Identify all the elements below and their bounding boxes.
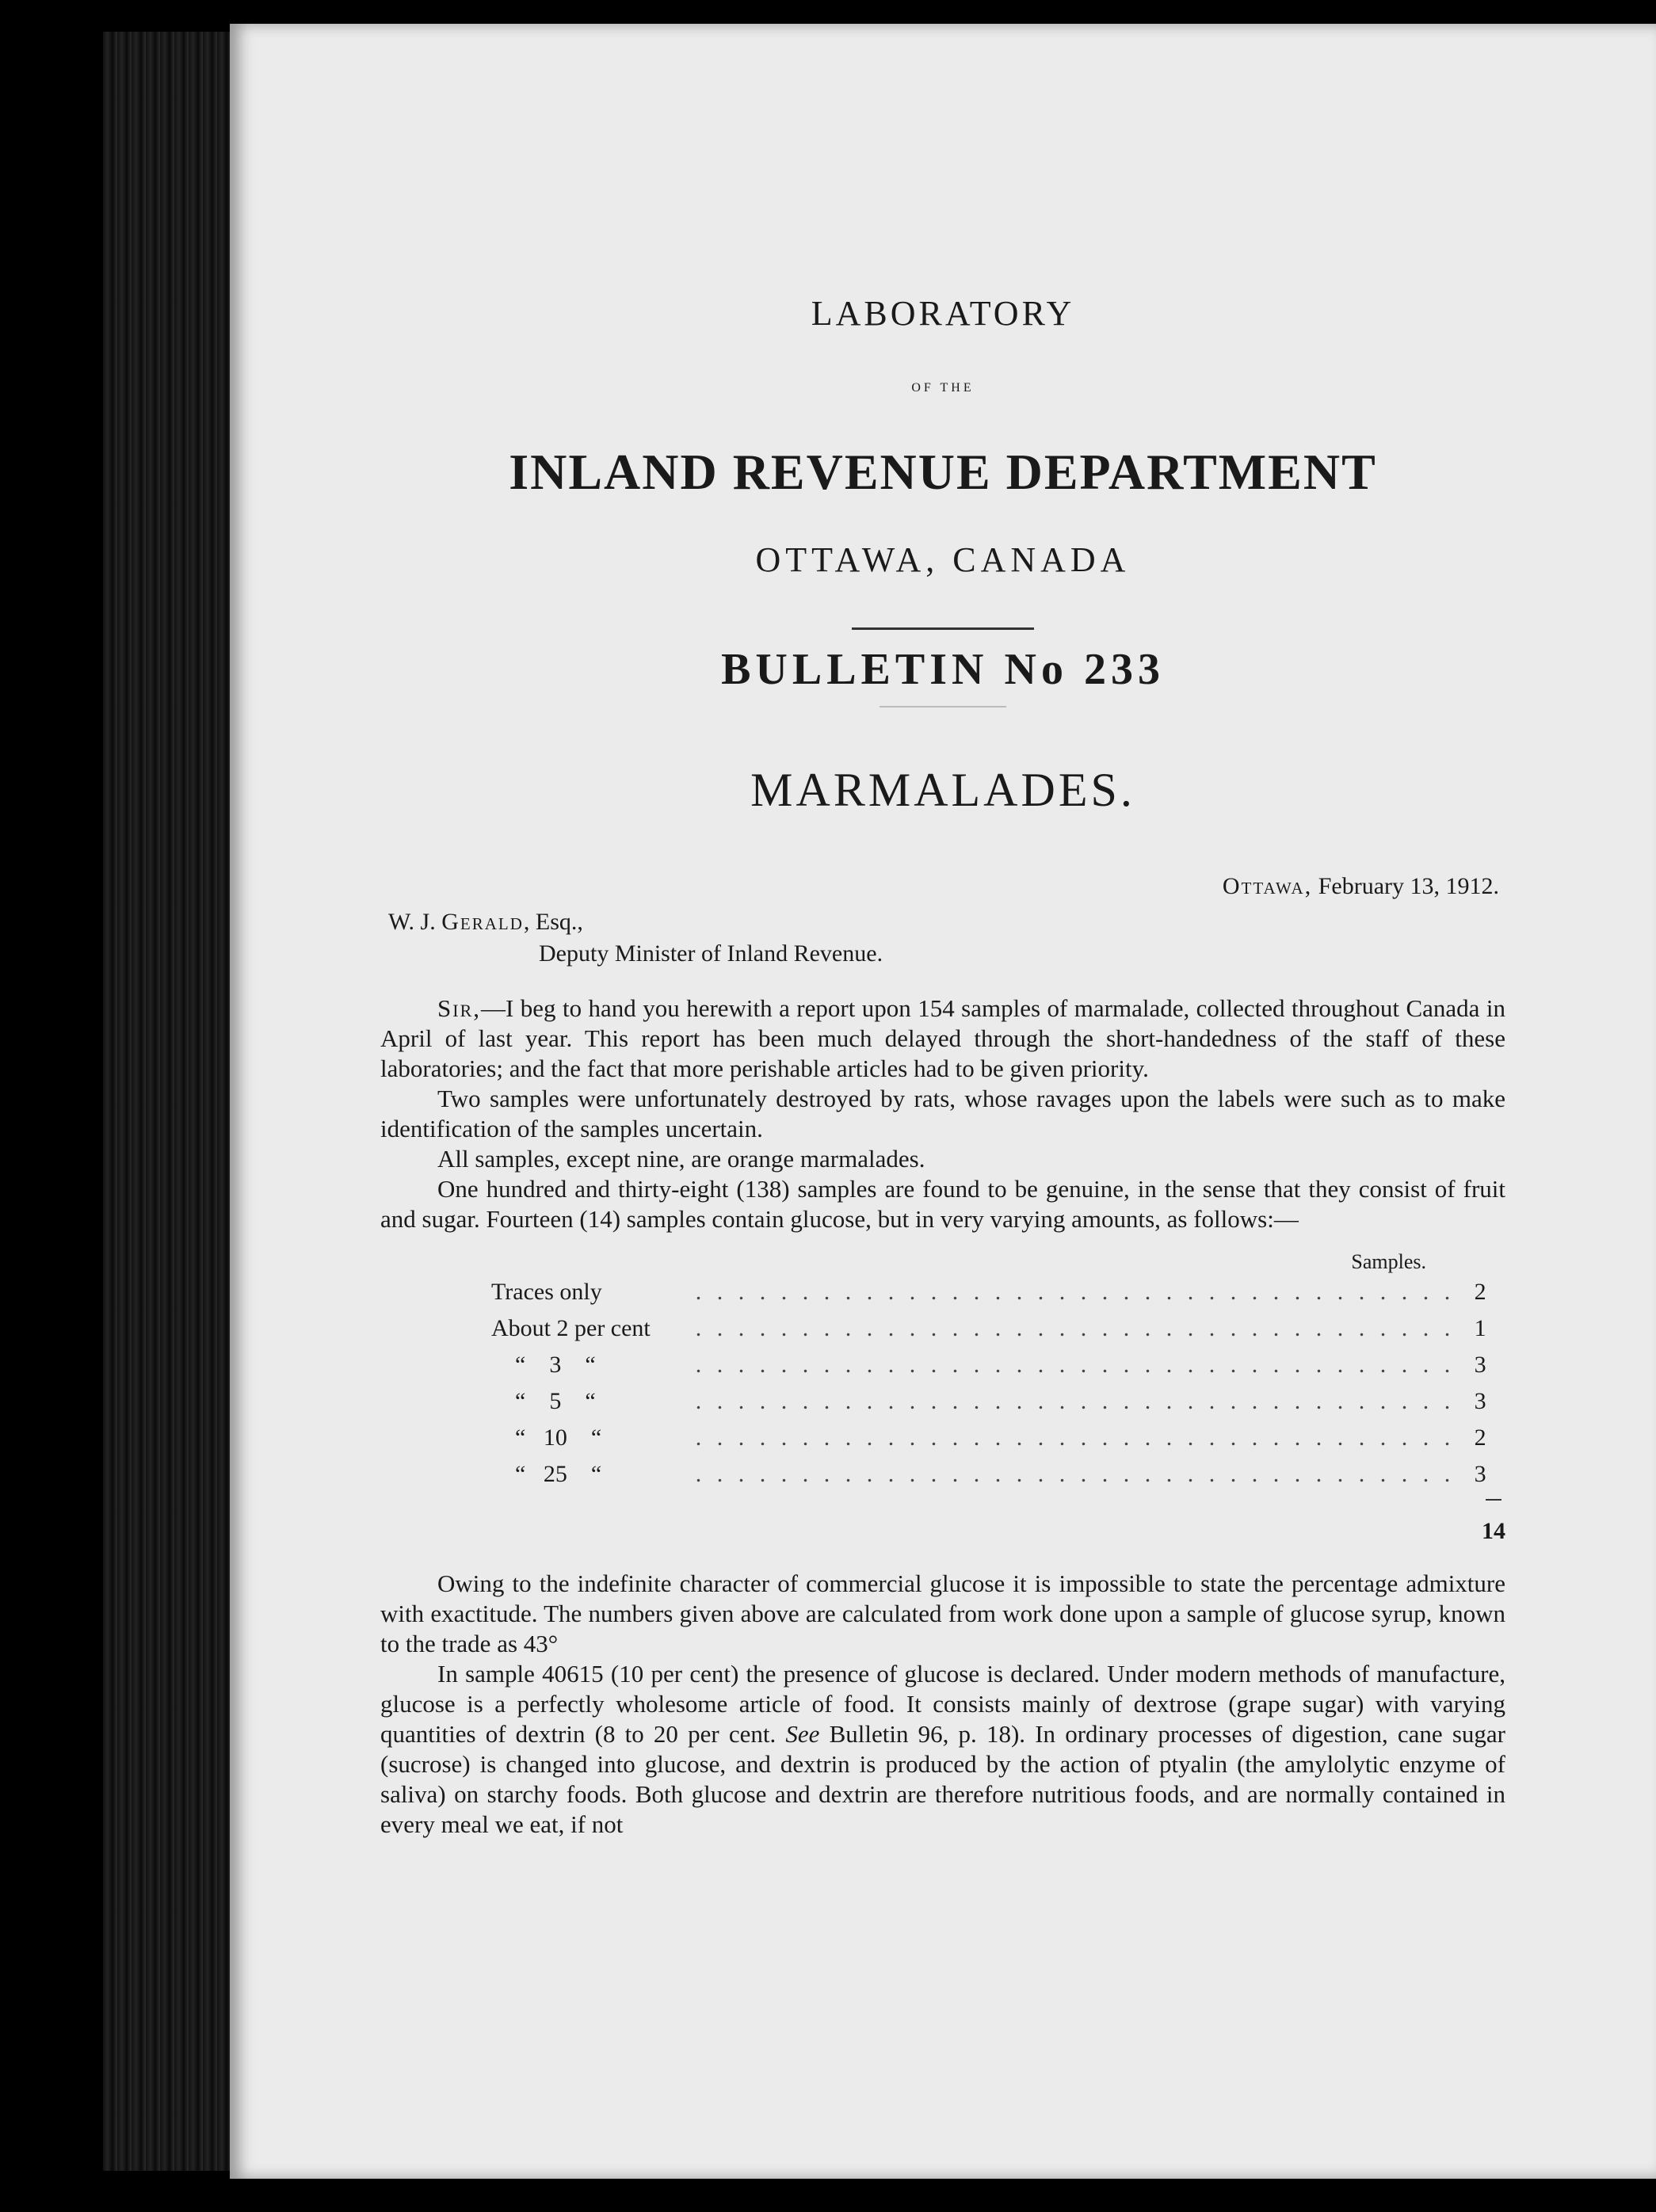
paragraph-6-text-a: In sample 40615 (10 per cent) the presence of glucose is declared. Under modern methods of manufacture, glucose is a perfectly wholesome article of food. It consists mainly of dextrose (grape sugar) with varying quantities of dextrin (8 to 20 per cent. <box>380 1660 1505 1748</box>
page-title: MARMALADES. <box>750 764 1135 816</box>
divider-rule-faint <box>880 706 1006 707</box>
table-header: Samples. <box>1351 1250 1426 1273</box>
table-row <box>491 1456 1505 1493</box>
addressee-surname: Gerald <box>441 909 524 935</box>
heading-laboratory: LABORATORY <box>811 294 1075 333</box>
paragraph-3: All samples, except nine, are orange marmalades. <box>437 1145 925 1173</box>
row-label: Traces only <box>491 1279 602 1305</box>
see-reference: See <box>785 1720 820 1748</box>
leader-dots: . . . . . . . . . . . . . . . . . . . . . . . . . . . . . . . . . . . . <box>695 1388 1456 1414</box>
row-value: 3 <box>1474 1352 1486 1378</box>
table-total: 14 <box>1482 1518 1505 1544</box>
paragraph-4: One hundred and thirty-eight (138) samples are found to be genuine, in the sense that they consist of fruit and sugar. Fourteen (14) samples contain glucose, but in very varying amounts, as follows:— <box>380 1175 1505 1233</box>
row-label: About 2 per cent <box>491 1315 651 1341</box>
row-value: 1 <box>1474 1315 1486 1341</box>
row-label: “ 10 “ <box>491 1424 602 1451</box>
table-row <box>491 1383 1505 1420</box>
total-rule <box>1486 1499 1501 1501</box>
samples-table <box>491 1274 1505 1493</box>
leader-dots: . . . . . . . . . . . . . . . . . . . . . . . . . . . . . . . . . . . . <box>695 1461 1456 1487</box>
heading-city: OTTAWA, CANADA <box>755 540 1131 579</box>
addressee-title: Deputy Minister of Inland Revenue. <box>539 940 883 967</box>
paragraph-1-text: —I beg to hand you herewith a report upon 154 samples of marmalade, collected throughout Canada in April of last year. This report has been much delayed through the short-handedness of the staff of these laboratories; and the fact that more perishable articles had to be given priority. <box>380 994 1505 1082</box>
leader-dots: . . . . . . . . . . . . . . . . . . . . . . . . . . . . . . . . . . . . <box>695 1279 1456 1305</box>
table-row <box>491 1274 1505 1310</box>
addressee-name <box>388 906 1505 938</box>
bulletin-number: BULLETIN No 233 <box>721 645 1165 694</box>
row-label: “ 5 “ <box>491 1388 596 1414</box>
row-value: 2 <box>1474 1424 1486 1451</box>
addressee-name-prefix: W. J. <box>388 909 442 935</box>
table-row <box>491 1420 1505 1456</box>
divider-rule <box>852 627 1034 630</box>
dateline-date: February 13, 1912. <box>1318 873 1499 899</box>
row-value: 3 <box>1474 1388 1486 1414</box>
addressee-block <box>380 906 1505 970</box>
table-row <box>491 1310 1505 1347</box>
page-content <box>380 261 1505 1840</box>
row-value: 3 <box>1474 1461 1486 1487</box>
leader-dots: . . . . . . . . . . . . . . . . . . . . . . . . . . . . . . . . . . . . <box>695 1424 1456 1451</box>
table-row <box>491 1347 1505 1383</box>
row-label: “ 3 “ <box>491 1352 596 1378</box>
leader-dots: . . . . . . . . . . . . . . . . . . . . . . . . . . . . . . . . . . . . <box>695 1315 1456 1341</box>
letter-body <box>380 993 1505 1234</box>
paragraph-5: Owing to the indefinite character of commercial glucose it is impossible to state the percentage admixture with exactitude. The numbers given above are calculated from work done upon a sample of glucose syrup, known to the trade as 43° <box>380 1569 1505 1657</box>
paragraph-2: Two samples were unfortunately destroyed by rats, whose ravages upon the labels were such as to make identification of the samples uncertain. <box>380 1085 1505 1142</box>
dateline-place: Ottawa, <box>1222 873 1313 899</box>
paragraph-1 <box>380 993 1505 1084</box>
addressee-name-suffix: , Esq., <box>523 909 583 935</box>
continuation-body <box>380 1569 1505 1840</box>
heading-of-the: OF THE <box>911 381 975 395</box>
paragraph-6 <box>380 1659 1505 1840</box>
heading-department: INLAND REVENUE DEPARTMENT <box>509 444 1377 500</box>
salutation: Sir, <box>437 994 481 1022</box>
leader-dots: . . . . . . . . . . . . . . . . . . . . . . . . . . . . . . . . . . . . <box>695 1352 1456 1378</box>
dateline <box>380 873 1505 900</box>
row-label: “ 25 “ <box>491 1461 602 1487</box>
document-page <box>230 24 1656 2179</box>
row-value: 2 <box>1474 1279 1486 1305</box>
paragraph-6-text-b: Bulletin 96, p. 18). In ordinary processes of digestion, cane sugar (sucrose) is changed into glucose, and dextrin is produced by the action of ptyalin (the amylolytic enzyme of saliva) on starchy foods. Both glucose and dextrin are therefore nutritious foods, and are normally contained in every meal we eat, if not <box>380 1720 1505 1838</box>
book-spine <box>103 32 230 2171</box>
